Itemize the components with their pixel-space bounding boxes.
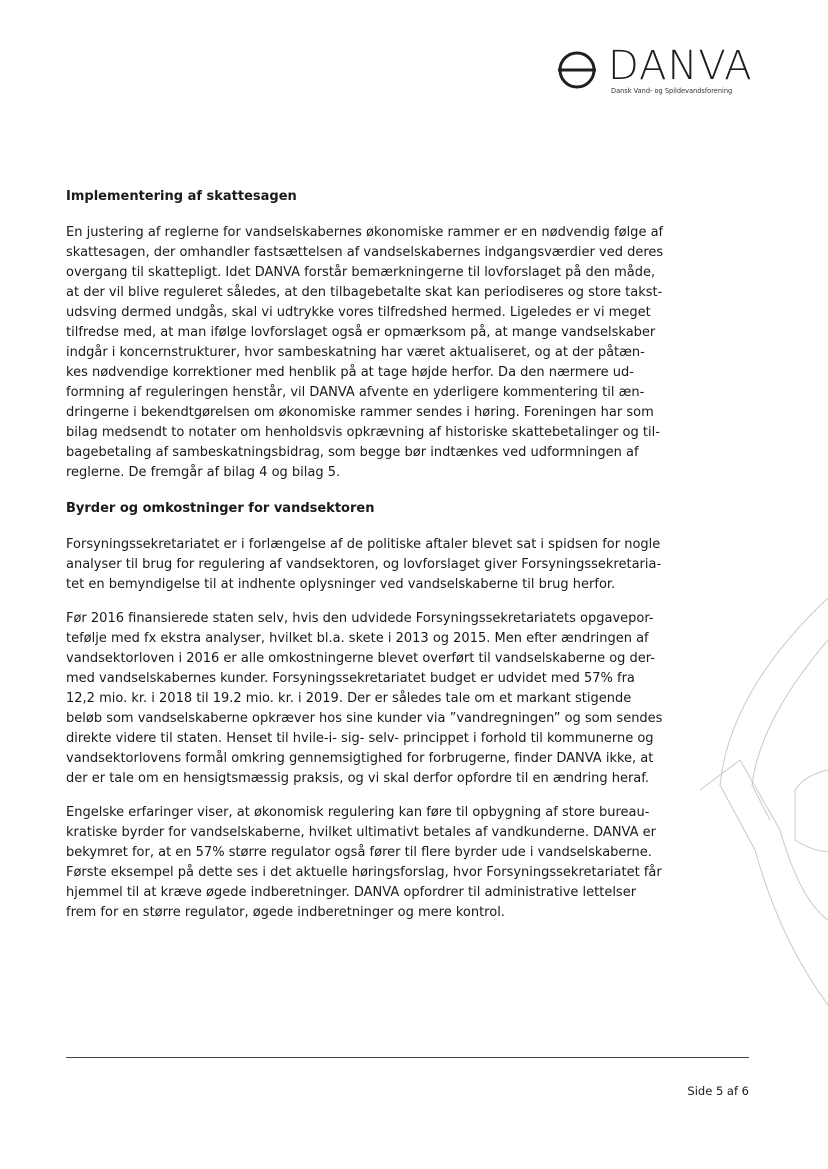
- section-implementering: [66, 185, 666, 483]
- paragraph: Før 2016 finansierede staten selv, hvis den udvidede Forsyningssekretariatets opgavepor- tefølje med fx ekstra analyser, hvilket bl.a. skete i 2013 og 2015. Men efter ændringen af vandsektorloven i 2016 er alle omkostningerne blevet overført til vandselskaberne og der- med vandselskabernes kunder. Forsyningssekretariatet budget er udvidet med 57% fra 12,2 mio. kr. i 2018 til 19.2 mio. kr. i 2019. Der er således tale om et markant stigende beløb som vandselskaberne opkræver hos sine kunder via ”vandregningen” og som sendes direkte videre til staten. Henset til hvile-i- sig- selv- princippet i forhold til kommunerne og vandsektorlovens formål omkring gennemsigtighed for forbrugerne, finder DANVA ikke, at der er tale om en hensigtsmæssig praksis, og vi skal derfor opfordre til en ændring heraf.: [66, 611, 663, 786]
- page-number: Side 5 af 6: [687, 1084, 749, 1098]
- paragraph: En justering af reglerne for vandselskabernes økonomiske rammer er en nødvendig følge af skattesagen, der omhandler fastsættelsen af vandselskabernes indgangsværdier ved deres overgang til skattepligt. Idet DANVA forstår bemærkningerne til lovforslaget på den måde, at der vil blive reguleret således, at den tilbagebetalte skat kan periodiseres og store takst- udsving dermed undgås, skal vi udtrykke vores tilfredshed hermed. Ligeledes er vi meget tilfredse med, at man ifølge lovforslaget også er opmærksom på, at mange vandselskaber indgår i koncernstrukturer, hvor sambeskatning har været aktualiseret, og at der påtæn- kes nødvendige korrektioner med henblik på at tage højde herfor. Da den nærmere ud- formning af reguleringen henstår, vil DANVA afvente en yderligere kommentering til æn- dringerne i bekendtgørelsen om økonomiske rammer sendes i høring. Foreningen har som bilag medsendt to notater om henholdsvis opkrævning af historiske skattebetalinger og til- bagebetaling af sambeskatningsbidrag, som begge bør indtænkes ved udformningen af reglerne. De fremgår af bilag 4 og bilag 5.: [66, 225, 664, 480]
- section-heading: Implementering af skattesagen: [66, 189, 297, 204]
- logo-tagline: Dansk Vand- og Spildevandsforening: [611, 87, 733, 95]
- logo-wordmark: DANVA: [608, 43, 753, 89]
- paragraph: Forsyningssekretariatet er i forlængelse af de politiske aftaler blevet sat i spidsen for nogle analyser til brug for regulering af vandsektoren, og lovforslaget giver Forsyningssekretaria- tet en bemyndigelse til at indhente oplysninger ved vandselskaberne til brug herfor.: [66, 537, 662, 592]
- section-byrder: [66, 497, 666, 923]
- danva-logo-icon: [556, 50, 606, 90]
- document-body: [66, 185, 666, 937]
- section-heading: Byrder og omkostninger for vandsektoren: [66, 501, 375, 516]
- danva-logo: [556, 44, 756, 100]
- footer-divider: [66, 1057, 749, 1058]
- paragraph: Engelske erfaringer viser, at økonomisk regulering kan føre til opbygning af store bureau- kratiske byrder for vandselskaberne, hvilket ultimativt betales af vandkunderne. DANVA er bekymret for, at en 57% større regulator også fører til flere byrder ude i vandselskaberne. Første eksempel på dette ses i det aktuelle høringsforslag, hvor Forsyningssekretariatet får hjemmel til at kræve øgede indberetninger. DANVA opfordrer til administrative lettelser frem for en større regulator, øgede indberetninger og mere kontrol.: [66, 805, 662, 920]
